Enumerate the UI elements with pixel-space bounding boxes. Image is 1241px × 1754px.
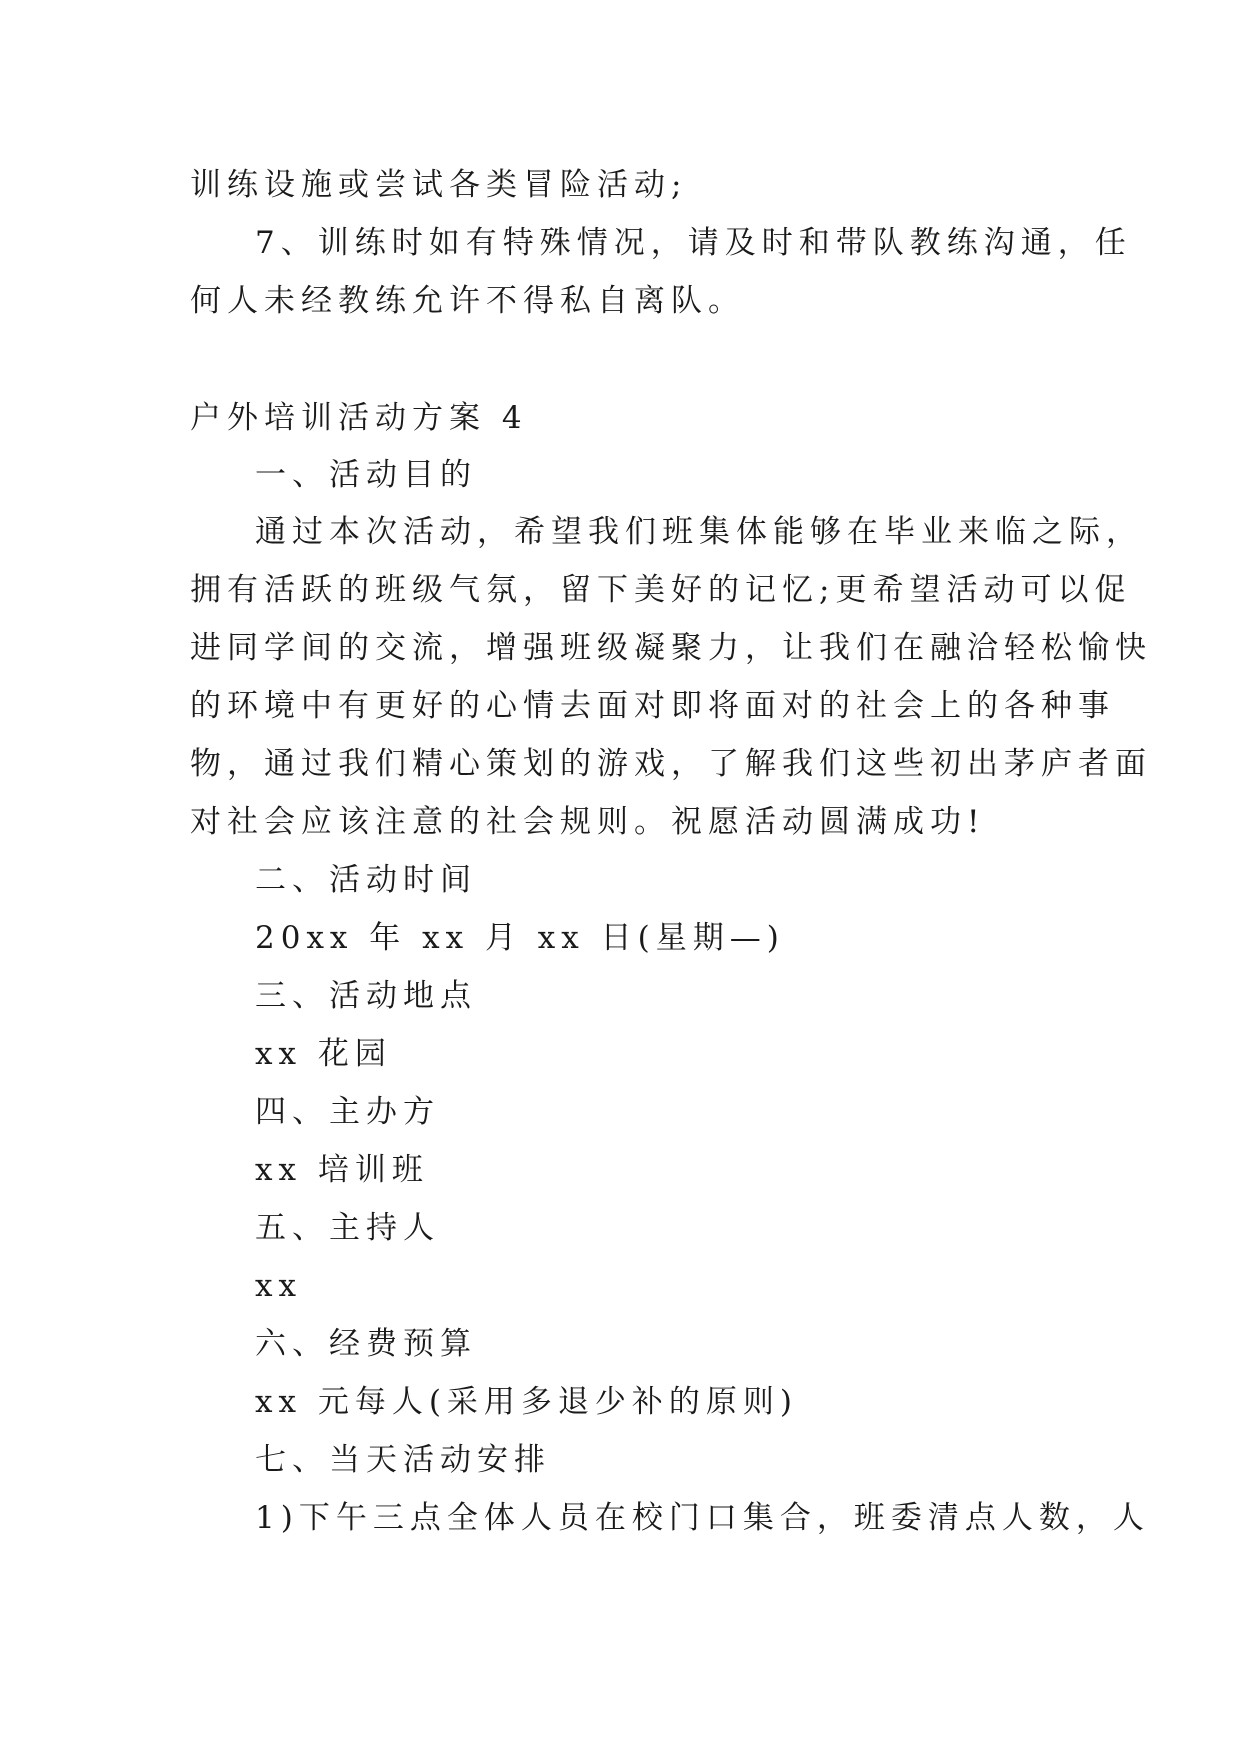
text-line: 进同学间的交流，增强班级凝聚力，让我们在融洽轻松愉快 (190, 630, 1152, 666)
section-heading: 六、经费预算 (255, 1326, 477, 1362)
section-title: 户外培训活动方案 4 (190, 400, 528, 436)
section-heading: 一、活动目的 (255, 457, 477, 493)
section-heading: 二、活动时间 (255, 862, 477, 898)
text-line: 何人未经教练允许不得私自离队。 (190, 283, 745, 319)
text-line: xx (255, 1268, 302, 1304)
text-line: xx 元每人(采用多退少补的原则) (255, 1384, 799, 1420)
text-line: 物，通过我们精心策划的游戏，了解我们这些初出茅庐者面 (190, 746, 1152, 782)
text-line: 1)下午三点全体人员在校门口集合，班委清点人数，人 (255, 1500, 1150, 1536)
text-line: 训练设施或尝试各类冒险活动; (190, 167, 688, 203)
text-line: 对社会应该注意的社会规则。祝愿活动圆满成功! (190, 804, 986, 840)
text-line: 20xx 年 xx 月 xx 日(星期—) (255, 920, 785, 956)
section-heading: 五、主持人 (255, 1210, 440, 1246)
text-line: xx 培训班 (255, 1152, 429, 1188)
text-line: 拥有活跃的班级气氛，留下美好的记忆;更希望活动可以促 (190, 572, 1132, 608)
text-line: 通过本次活动，希望我们班集体能够在毕业来临之际， (255, 514, 1143, 550)
text-line: xx 花园 (255, 1036, 392, 1072)
text-line: 的环境中有更好的心情去面对即将面对的社会上的各种事 (190, 688, 1115, 724)
section-heading: 四、主办方 (255, 1094, 440, 1130)
section-heading: 三、活动地点 (255, 978, 477, 1014)
section-heading: 七、当天活动安排 (255, 1442, 551, 1478)
text-line: 7、训练时如有特殊情况，请及时和带队教练沟通，任 (255, 225, 1132, 261)
